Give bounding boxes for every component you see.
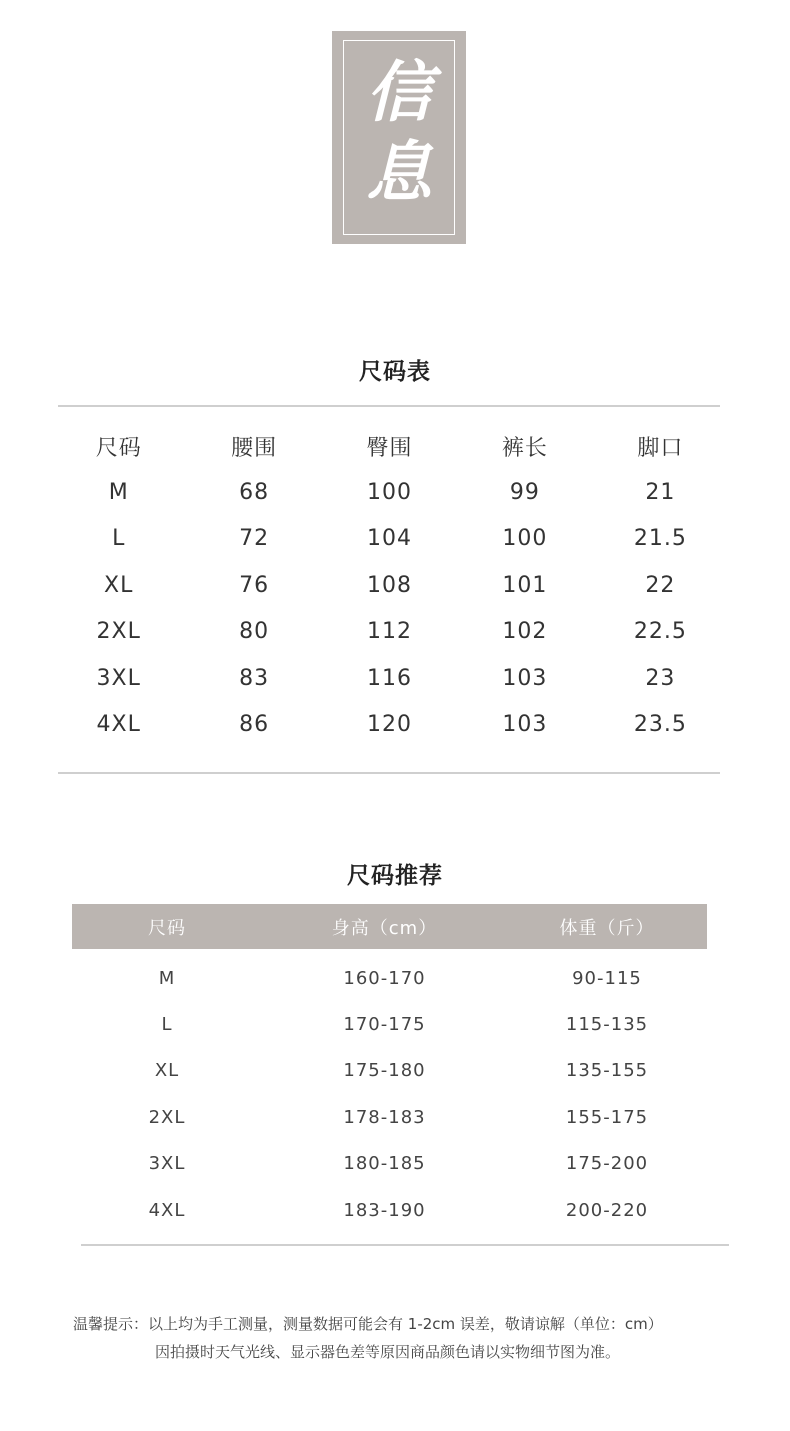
table-row (72, 1048, 707, 1094)
table-cell: XL (104, 572, 134, 598)
table-row (51, 469, 728, 515)
table-row (51, 562, 728, 608)
info-badge (332, 31, 466, 244)
table-cell: 108 (367, 572, 413, 598)
table-row (72, 1001, 707, 1047)
table-cell: 112 (367, 619, 413, 645)
table-cell: 175-200 (565, 1153, 649, 1175)
table-cell: 103 (502, 712, 548, 738)
table-cell: 100 (367, 480, 413, 506)
table-cell: 22 (645, 572, 676, 598)
table-cell: 99 (509, 480, 540, 506)
table-cell: M (158, 967, 176, 989)
table-cell: 160-170 (343, 967, 426, 989)
table-cell: 2XL (96, 619, 141, 645)
table-cell: 100 (502, 526, 548, 552)
size-chart-bottom-divider (58, 772, 720, 774)
table-cell: 101 (502, 572, 548, 598)
table-cell: 90-115 (572, 967, 642, 989)
table-cell: 178-183 (343, 1106, 426, 1128)
table-cell: L (161, 1014, 173, 1036)
color-note: 因拍摄时天气光线、显示器色差等原因商品颜色请以实物细节图为准。 (155, 1343, 621, 1361)
badge-char-1: 信 (366, 53, 432, 131)
table-cell: 120 (367, 712, 413, 738)
recommendation-header-row (72, 904, 707, 949)
table-cell: 3XL (148, 1153, 186, 1175)
table-cell: M (108, 480, 129, 506)
table-cell: 115-135 (565, 1014, 649, 1036)
table-cell: XL (154, 1060, 180, 1082)
table-cell: 23.5 (633, 712, 687, 738)
table-cell: 80 (239, 619, 270, 645)
table-cell: 23 (645, 665, 676, 691)
header-cell: 体重（斤） (559, 917, 655, 939)
table-cell: 72 (239, 526, 270, 552)
size-chart-top-divider (58, 405, 720, 407)
table-row (72, 955, 707, 1001)
table-row (72, 1141, 707, 1187)
table-cell: 170-175 (343, 1014, 426, 1036)
table-cell: 2XL (148, 1106, 186, 1128)
table-cell: 116 (367, 665, 413, 691)
header-cell: 裤长 (501, 435, 548, 461)
size-chart-header-row (51, 423, 728, 469)
measurement-note: 温馨提示：以上均为手工测量，测量数据可能会有 1-2cm 误差，敬请谅解（单位：cm） (73, 1315, 663, 1333)
header-cell: 臀围 (366, 435, 413, 461)
table-cell: 83 (239, 665, 270, 691)
table-row (51, 655, 728, 701)
header-cell: 尺码 (148, 917, 186, 939)
table-cell: 68 (239, 480, 270, 506)
recommendation-bottom-divider (81, 1244, 729, 1246)
badge-char-2: 息 (366, 133, 432, 211)
table-cell: 76 (239, 572, 270, 598)
table-row (51, 516, 728, 562)
header-cell: 身高（cm） (331, 917, 438, 939)
recommendation-title: 尺码推荐 (347, 863, 443, 889)
table-cell: 104 (367, 526, 413, 552)
table-row (72, 1094, 707, 1140)
table-cell: 102 (502, 619, 548, 645)
table-cell: 21.5 (633, 526, 687, 552)
table-cell: 22.5 (633, 619, 687, 645)
table-cell: 155-175 (565, 1106, 649, 1128)
table-cell: 180-185 (343, 1153, 426, 1175)
table-cell: 4XL (96, 712, 141, 738)
table-cell: L (112, 526, 126, 552)
table-cell: 21 (645, 480, 676, 506)
table-cell: 3XL (96, 665, 141, 691)
table-row (51, 701, 728, 747)
header-cell: 脚口 (637, 435, 684, 461)
header-cell: 尺码 (95, 435, 142, 461)
table-cell: 175-180 (343, 1060, 426, 1082)
table-cell: 200-220 (565, 1199, 649, 1221)
size-chart-table (51, 423, 728, 748)
table-cell: 103 (502, 665, 548, 691)
header-cell: 腰围 (231, 435, 278, 461)
recommendation-table (72, 955, 707, 1233)
table-cell: 135-155 (565, 1060, 649, 1082)
table-cell: 86 (239, 712, 270, 738)
table-cell: 4XL (148, 1199, 186, 1221)
table-row (51, 609, 728, 655)
table-cell: 183-190 (343, 1199, 426, 1221)
table-row (72, 1187, 707, 1233)
size-chart-title: 尺码表 (359, 359, 431, 385)
